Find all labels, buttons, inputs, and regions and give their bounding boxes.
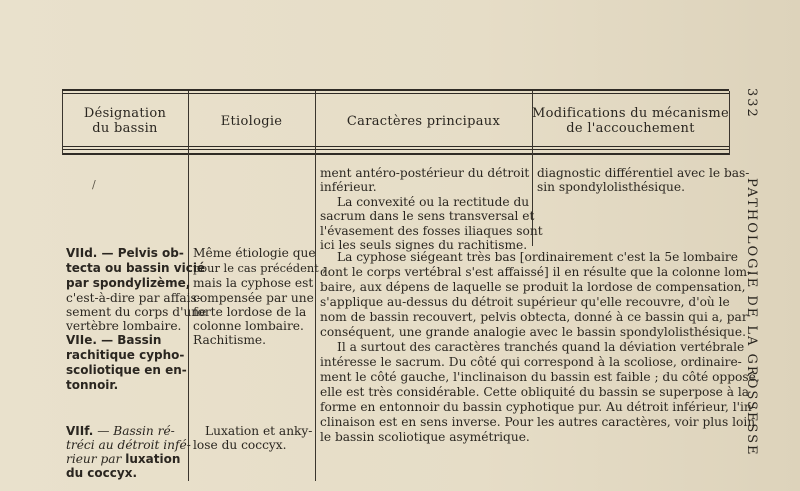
viid-text-line: dont le corps vertébral s'est affaissé] il en résulte que la colonne lom- — [320, 265, 752, 279]
viid-etiologie-line: pour le cas précédent ; — [193, 261, 327, 275]
viif-designation-italic: rieur par — [66, 452, 126, 466]
viid-text-line: La cyphose siégeant très bas [ordinairement c'est la 5e lombaire — [337, 250, 738, 264]
viif-etiologie-line: Luxation et anky- — [205, 424, 313, 438]
header-rule-3 — [62, 153, 729, 155]
viid-designation-line: tecta ou bassin vicié — [66, 261, 206, 275]
viie-designation-line: VIIe. — Bassin — [66, 333, 162, 347]
header-modifications-line2: de l'accouchement — [566, 121, 695, 136]
caracteres-top-line: inférieur. — [320, 180, 377, 194]
viie-text-line: intéresse le sacrum. Du côté qui correspond à la scoliose, ordinaire- — [320, 355, 742, 369]
viie-text-line: Il a surtout des caractères tranchés quand la déviation vertébrale — [337, 340, 745, 354]
viid-text-line: nom de bassin recouvert, pelvis obtecta, donné à ce bassin qui a, par — [320, 310, 748, 324]
header-rule-2 — [62, 149, 729, 150]
caracteres-top-line: ment antéro-postérieur du détroit — [320, 166, 530, 180]
caracteres-top-line: La convexité ou la rectitude du — [337, 195, 530, 209]
viid-etiologie-line: compensée par une — [193, 291, 314, 305]
viid-etiologie-line: colonne lombaire. — [193, 319, 304, 333]
viie-etiologie: Rachitisme. — [193, 333, 266, 347]
viie-designation-line: tonnoir. — [66, 378, 119, 392]
viie-designation-line: rachitique cypho- — [66, 348, 185, 362]
modifications-top-line: diagnostic différentiel avec le bas- — [537, 166, 750, 180]
viie-designation-line: scoliotique en en- — [66, 363, 187, 377]
viie-text-line: ment le côté gauche, l'inclinaison du bassin est faible ; du côté opposé, — [320, 370, 760, 384]
col-divider-right-edge — [729, 91, 730, 155]
header-modifications — [532, 106, 729, 136]
viie-text-line: le bassin scoliotique asymétrique. — [320, 430, 530, 444]
viid-etiologie-line: Même étiologie que — [193, 246, 316, 260]
viie-text-line: forme en entonnoir du bassin cyphotique pur. Au détroit inférieur, l'in- — [320, 400, 756, 414]
viid-etiologie-line: forte lordose de la — [193, 305, 307, 319]
viid-designation-line: c'est-à-dire par affais- — [66, 291, 201, 305]
header-caracteres: Caractères principaux — [346, 114, 501, 129]
header-rule-1 — [62, 146, 729, 147]
viid-designation-line: par spondylizème, — [66, 276, 191, 290]
col-divider-2 — [315, 91, 316, 481]
viif-designation-line — [66, 424, 175, 439]
viid-designation-line: vertèbre lombaire. — [66, 319, 182, 333]
viif-etiologie-line: lose du coccyx. — [193, 438, 287, 452]
viie-text-line: clinaison est en sens inverse. Pour les autres caractères, voir plus loin — [320, 415, 756, 429]
viid-text-line: baire, aux dépens de laquelle se produit la lordose de compensation, — [320, 280, 746, 294]
modifications-top-line: sin spondylolisthésique. — [537, 180, 685, 194]
viif-designation-line — [66, 452, 180, 467]
viif-designation-bold: VIIf. — [66, 424, 94, 438]
top-rule-thin — [62, 93, 729, 94]
viif-designation-line: du coccyx. — [66, 466, 138, 480]
top-rule-thick — [62, 89, 729, 91]
viif-designation-line: tréci au détroit infé- — [66, 438, 191, 452]
viif-designation-bold: luxation — [125, 452, 181, 466]
page-number: 332 — [744, 88, 759, 119]
header-designation — [62, 106, 188, 136]
caracteres-top-line: sacrum dans le sens transversal et — [320, 209, 535, 223]
header-designation-line2: du bassin — [92, 121, 158, 136]
viif-designation-italic: — Bassin ré- — [93, 424, 175, 438]
caracteres-top-line: ici les seuls signes du rachitisme. — [320, 238, 528, 252]
viid-designation-line: sement du corps d'une — [66, 305, 207, 319]
header-etiologie: Etiologie — [220, 114, 283, 129]
viid-etiologie-line: mais la cyphose est — [193, 276, 314, 290]
viid-text-line: s'applique au-dessus du détroit supérieur qu'elle recouvre, d'où le — [320, 295, 730, 309]
viid-designation-line: VIId. — Pelvis ob- — [66, 246, 184, 260]
caracteres-top-line: l'évasement des fosses iliaques sont — [320, 224, 543, 238]
viie-text-line: elle est très considérable. Cette obliquité du bassin se superpose à la — [320, 385, 750, 399]
running-title: PATHOLOGIE DE LA GROSSESSE — [744, 178, 759, 457]
stray-mark: / — [92, 178, 96, 191]
viid-text-line: conséquent, une grande analogie avec le bassin spondylolisthésique. — [320, 325, 746, 339]
header-modifications-line1: Modifications du mécanisme — [532, 106, 729, 121]
header-designation-line1: Désignation — [83, 106, 167, 121]
